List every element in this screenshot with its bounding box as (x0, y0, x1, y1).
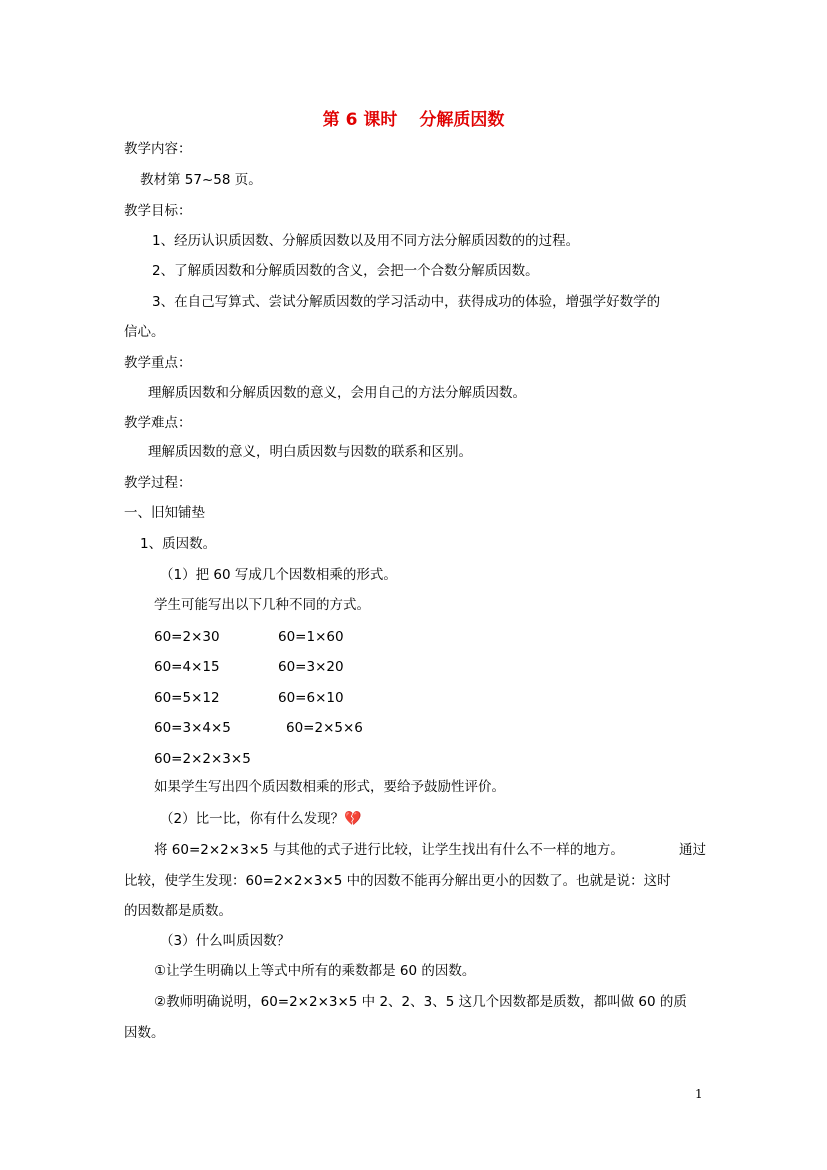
equation: 60=5×12 (154, 690, 220, 706)
paragraph: 学生可能写出以下几种不同的方式。 (154, 597, 370, 613)
paragraph: 教材第 57~58 页。 (140, 172, 262, 188)
paragraph: 理解质因数的意义，明白质因数与因数的联系和区别。 (148, 444, 472, 460)
lesson-topic: 分解质因数 (419, 110, 505, 130)
paragraph: 的因数都是质数。 (124, 903, 232, 919)
paragraph: （1）把 60 写成几个因数相乘的形式。 (160, 567, 397, 583)
paragraph: 通过 (679, 842, 706, 858)
paragraph: 将 60=2×2×3×5 与其他的式子进行比较，让学生找出有什么不一样的地方。 (154, 842, 624, 858)
paragraph: 理解质因数和分解质因数的意义，会用自己的方法分解质因数。 (148, 385, 526, 401)
section-heading-content: 教学内容： (124, 141, 192, 157)
paragraph: 3、在自己写算式、尝试分解质因数的学习活动中，获得成功的体验，增强学好数学的 (152, 294, 661, 310)
question-text: （2）比一比，你有什么发现？ (160, 811, 345, 827)
broken-heart-icon: 💔 (344, 811, 362, 827)
paragraph: 因数。 (124, 1025, 165, 1041)
paragraph (160, 810, 362, 828)
paragraph: 2、了解质因数和分解质因数的含义，会把一个合数分解质因数。 (152, 263, 539, 279)
paragraph: 信心。 (124, 324, 165, 340)
equation: 60=2×5×6 (286, 720, 363, 736)
section-heading-process: 教学过程： (124, 475, 192, 491)
equation: 60=4×15 (154, 659, 220, 675)
equation: 60=6×10 (278, 690, 344, 706)
page-title (0, 105, 827, 130)
lesson-number: 第 6 课时 (322, 110, 398, 130)
paragraph: ①让学生明确以上等式中所有的乘数都是 60 的因数。 (154, 963, 476, 979)
subheading: 1、质因数。 (140, 536, 217, 552)
section-heading-keypoints: 教学重点： (124, 355, 192, 371)
section-heading-goals: 教学目标： (124, 203, 192, 219)
equation: 60=3×20 (278, 659, 344, 675)
equation: 60=1×60 (278, 629, 344, 645)
equation: 60=3×4×5 (154, 720, 231, 736)
paragraph: 比较，使学生发现：60=2×2×3×5 中的因数不能再分解出更小的因数了。也就是说：这时 (124, 873, 671, 889)
subheading: 一、旧知铺垫 (124, 505, 205, 521)
equation: 60=2×2×3×5 (154, 751, 251, 767)
equation: 60=2×30 (154, 629, 220, 645)
paragraph: 如果学生写出四个质因数相乘的形式，要给予鼓励性评价。 (154, 779, 505, 795)
section-heading-difficulties: 教学难点： (124, 415, 192, 431)
subheading: （3）什么叫质因数？ (160, 933, 291, 949)
paragraph: ②教师明确说明，60=2×2×3×5 中 2、2、3、5 这几个因数都是质数，都叫做 60 的质 (154, 994, 687, 1010)
page-number: 1 (695, 1087, 703, 1101)
paragraph: 1、经历认识质因数、分解质因数以及用不同方法分解质因数的的过程。 (152, 233, 580, 249)
